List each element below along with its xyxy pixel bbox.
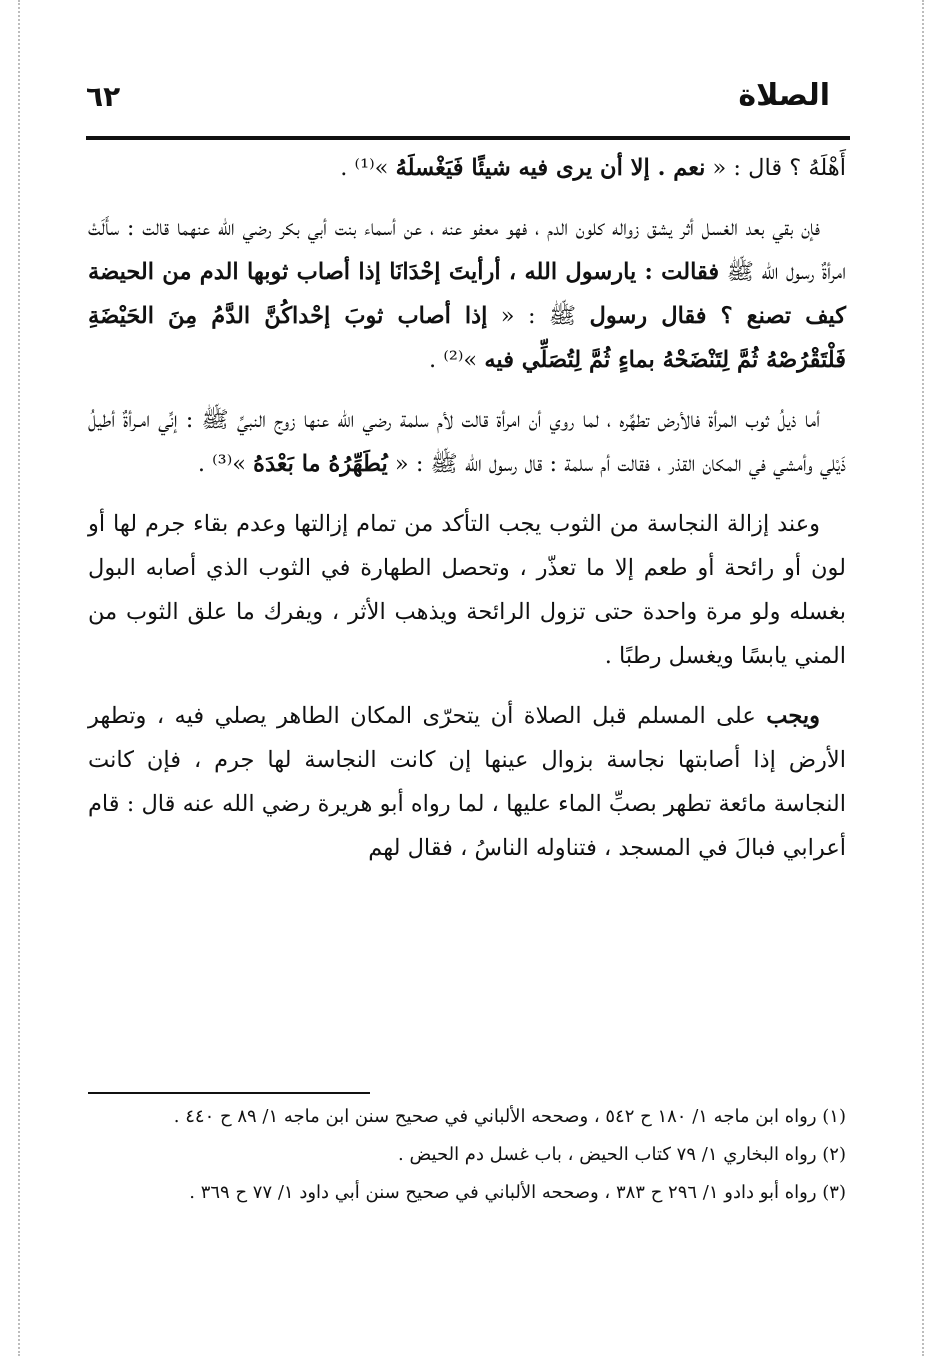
paragraph-5-lead-word: ويجب xyxy=(766,703,820,729)
running-title: الصلاة xyxy=(738,78,830,113)
page-number: ٦٢ xyxy=(86,80,121,113)
paragraph-2-text-1: فإن بقي بعد الغسل أثر يشق زواله كلون الدم ، فهو معفو عنه ، عن أسماء بنت أبي بكر رضي الله عنهما قالت : سأَلَتْ امرأةٌ رسول الله ﷺ xyxy=(88,215,846,285)
footnotes xyxy=(88,1100,846,1214)
body-text xyxy=(88,146,846,886)
footnote-1: (١) رواه ابن ماجه ١/ ١٨٠ ح ٥٤٢ ، وصححه الألباني في صحيح سنن ابن ماجه ١/ ٨٩ ح ٤٤٠ . xyxy=(173,1106,846,1127)
paragraph-1-hadith: نعم . إلا أن يرى فيه شيئًا فَيَغْسلَهُ xyxy=(395,155,706,181)
paragraph-1-text-1: أَهْلَهُ ؟ قال : « xyxy=(705,155,846,181)
footnote-rule xyxy=(88,1092,370,1094)
paragraph-3-text-2: »⁽³⁾ . xyxy=(197,451,254,477)
paragraph-1 xyxy=(88,146,846,190)
paragraph-5-text-1: على المسلم قبل الصلاة أن يتحرّى المكان الطاهر يصلي فيه ، وتطهر الأرض إذا أصابتها نجاسة بزوال عينها إن كانت النجاسة لها جرم ، فإن كانت النجاسة مائعة تطهر بصبِّ الماء عليها ، لما رواه أبو هريرة رضي الله عنه قال : قام أعرابي فبالَ في المسجد ، فتناوله الناسُ ، فقال لهم xyxy=(88,703,846,861)
paragraph-2 xyxy=(88,206,846,382)
paragraph-3 xyxy=(88,398,846,486)
paragraph-4 xyxy=(88,502,846,678)
paragraph-2-text-2: ﷺ : « xyxy=(487,303,590,329)
paragraph-1-text-2: »⁽¹⁾ . xyxy=(340,155,396,181)
paragraph-5 xyxy=(88,694,846,870)
footnote-2: (٢) رواه البخاري ١/ ٧٩ كتاب الحيض ، باب غسل دم الحيض . xyxy=(398,1144,846,1165)
header-rule xyxy=(86,136,850,140)
paragraph-3-hadith: يُطَهِّرُهُ ما بَعْدَهُ xyxy=(253,451,388,477)
paragraph-3-text-1: أما ذيلُ ثوب المرأة فالأرض تطهِّره ، لما روي أن امرأة قالت لأم سلمة رضي الله عنها زوج النبيِّ ﷺ : إنِّي امـرأةٌ أطيلُ ذَيْلي وأمشي في المكان القذر ، فقالت أم سلمة : قال رسول الله ﷺ : « xyxy=(88,407,846,477)
footnote-3: (٣) رواه أبو دادو ١/ ٢٩٦ ح ٣٨٣ ، وصححه الألباني في صحيح سنن أبي داود ١/ ٧٧ ح ٣٦٩ . xyxy=(189,1182,846,1203)
paragraph-4-text-1: وعند إزالة النجاسة من الثوب يجب التأكد من تمام إزالتها وعدم بقاء جرم لها أو لون أو رائحة أو طعم إلا ما تعذّر ، وتحصل الطهارة في الثوب الذي أصابه البول بغسله ولو مرة واحدة حتى تزول الرائحة ويذهب الأثر ، ويفرك ما علق الثوب من المني يابسًا ويغسل رطبًا . xyxy=(88,511,846,669)
paragraph-2-hadith: إذا أصاب ثوبَ إحْداكُنَّ الدَّمُ مِنَ الحَيْضَةِ فَلْتَقْرُصْهُ ثُمَّ لِتَنْضَحْهُ بماءٍ ثُمَّ لِتُصَلِّي فيه xyxy=(88,303,846,373)
paragraph-2-question: فقالت : يارسول الله ، أرأيتَ إحْدَانَا إذا أصاب ثوبها الدم من الحيضة كيف تصنع ؟ فقال رسول xyxy=(88,259,847,329)
paragraph-2-text-3: »⁽²⁾ . xyxy=(429,347,485,373)
scan-margin-dots-left xyxy=(18,0,20,1356)
scan-margin-dots-right xyxy=(922,0,924,1356)
